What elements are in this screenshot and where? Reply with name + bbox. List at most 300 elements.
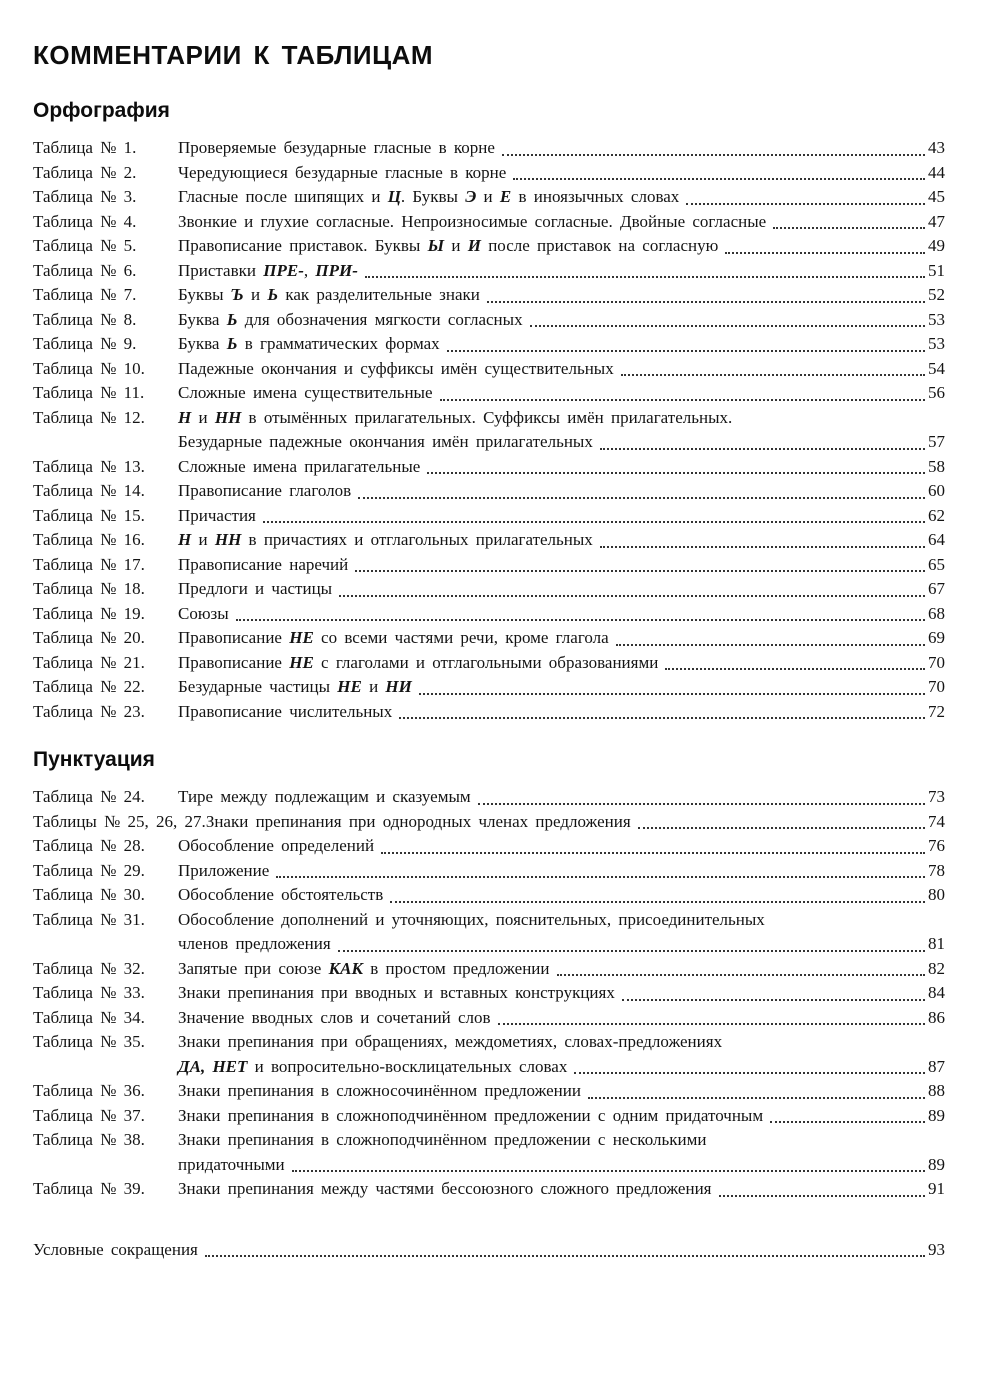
toc-entry-line bbox=[33, 957, 945, 982]
entry-title-segment: Знаки препинания при обращениях, междометиях, словах-предложениях bbox=[178, 1032, 723, 1051]
entry-content bbox=[178, 455, 945, 480]
entry-content bbox=[178, 553, 945, 578]
dot-leader bbox=[276, 876, 925, 878]
entry-title bbox=[178, 234, 718, 259]
entry-title-segment: для обозначения мягкости согласных bbox=[237, 309, 523, 329]
dot-leader bbox=[419, 693, 925, 695]
entry-label: Таблица № 13. bbox=[33, 456, 145, 476]
page-number: 87 bbox=[928, 1056, 945, 1076]
entry-content bbox=[178, 700, 945, 725]
entry-title bbox=[178, 1177, 712, 1202]
entry-content bbox=[178, 1079, 945, 1104]
toc-entry-line bbox=[33, 381, 945, 406]
entry-title-emphasis: НЕ bbox=[289, 652, 314, 672]
entry-title-emphasis: НИ bbox=[385, 677, 412, 696]
dot-leader bbox=[338, 950, 925, 952]
toc-entry-line bbox=[33, 332, 945, 357]
entry-title-emphasis: Ъ bbox=[230, 285, 244, 304]
toc-entry-line bbox=[33, 357, 945, 382]
entry-content bbox=[178, 859, 945, 884]
entry-title bbox=[178, 981, 615, 1006]
page-number: 82 bbox=[928, 958, 945, 978]
entry-title-segment: после приставок на согласную bbox=[480, 236, 719, 255]
entry-title bbox=[178, 1055, 567, 1080]
dot-leader bbox=[447, 350, 925, 352]
entry-title bbox=[178, 455, 420, 480]
entry-title bbox=[178, 1006, 491, 1031]
page-number: 62 bbox=[928, 505, 945, 525]
entry-title-segment: Безударные частицы bbox=[178, 677, 338, 696]
entry-title-segment: Правописание глаголов bbox=[178, 481, 352, 500]
toc-entry-line bbox=[33, 883, 945, 908]
entry-content bbox=[178, 1128, 945, 1153]
page-number: 58 bbox=[928, 456, 945, 476]
entry-title-segment: Правописание числительных bbox=[178, 701, 393, 721]
entry-label: Таблица № 15. bbox=[33, 505, 145, 525]
entry-label: Таблица № 11. bbox=[33, 383, 145, 402]
entry-label: Таблица № 18. bbox=[33, 579, 145, 598]
entry-content bbox=[178, 1104, 945, 1129]
entry-label: Таблица № 22. bbox=[33, 677, 145, 696]
entry-title-emphasis: НЕ bbox=[337, 677, 362, 696]
page-number: 81 bbox=[928, 934, 945, 953]
entry-title-emphasis: ПРЕ- bbox=[263, 260, 304, 280]
page-number: 88 bbox=[928, 1081, 945, 1100]
entry-title bbox=[178, 479, 351, 504]
toc-entry-line bbox=[33, 430, 945, 455]
entry-content bbox=[178, 675, 945, 700]
dot-leader bbox=[381, 852, 925, 854]
entry-title bbox=[178, 626, 609, 651]
section-heading: Орфография bbox=[33, 99, 170, 122]
entry-title-segment: Сложные имена прилагательные bbox=[178, 456, 421, 476]
entry-title-segment: Звонкие и глухие согласные. Непроизносимые согласные. Двойные согласные bbox=[178, 211, 767, 231]
toc-entry-line bbox=[33, 932, 945, 957]
entry-label: Таблица № 16. bbox=[33, 530, 145, 549]
entry-title-segment: Сложные имена существительные bbox=[178, 383, 433, 402]
dot-leader bbox=[686, 203, 925, 205]
entry-label: Таблица № 30. bbox=[33, 885, 145, 904]
entry-label: Таблица № 36. bbox=[33, 1081, 145, 1100]
entry-label: Таблица № 20. bbox=[33, 628, 145, 647]
entry-title-segment: со всеми частями речи, кроме глагола bbox=[313, 628, 609, 647]
entry-label: Таблица № 28. bbox=[33, 836, 145, 855]
dot-leader bbox=[502, 154, 925, 156]
entry-content bbox=[178, 908, 945, 933]
entry-content bbox=[178, 785, 945, 810]
entry-content bbox=[178, 981, 945, 1006]
entry-title-segment: придаточными bbox=[178, 1154, 285, 1174]
entry-title-segment: в причастиях и отглагольных прилагательных bbox=[241, 530, 593, 549]
entry-title-segment: Безударные падежные окончания имён прилагательных bbox=[178, 432, 593, 451]
dot-leader bbox=[205, 1255, 925, 1257]
entry-label: Таблица № 17. bbox=[33, 554, 145, 574]
toc-entry-line bbox=[33, 1177, 945, 1202]
entry-title-emphasis: Ь bbox=[226, 309, 238, 329]
entry-title-segment: Проверяемые безударные гласные в корне bbox=[178, 138, 495, 157]
entry-label: Таблица № 31. bbox=[33, 909, 145, 929]
toc-entry-line bbox=[33, 859, 945, 884]
dot-leader bbox=[557, 974, 926, 976]
entry-content bbox=[206, 810, 945, 835]
page-number: 56 bbox=[928, 383, 945, 402]
entry-title-segment: Правописание наречий bbox=[178, 554, 349, 574]
entry-title-segment: . Буквы bbox=[400, 187, 466, 206]
entry-title-segment: Знаки препинания при вводных и вставных конструкциях bbox=[178, 983, 615, 1002]
page-number: 89 bbox=[928, 1154, 945, 1174]
entry-title-emphasis: Н bbox=[178, 530, 192, 549]
entry-title bbox=[178, 785, 471, 810]
entry-title-segment: Знаки препинания при однородных членах предложения bbox=[205, 811, 631, 831]
entry-content bbox=[178, 1177, 945, 1202]
page-number: 49 bbox=[928, 236, 945, 255]
entry-label: Таблица № 10. bbox=[33, 358, 145, 378]
entry-title bbox=[178, 577, 332, 602]
entry-title-segment: Приложение bbox=[178, 860, 270, 880]
entry-label: Таблица № 29. bbox=[33, 860, 145, 880]
entry-title bbox=[178, 700, 392, 725]
entry-title bbox=[178, 259, 358, 284]
entry-title-segment: Союзы bbox=[178, 603, 229, 623]
page-number: 45 bbox=[928, 187, 945, 206]
entry-title-segment: Правописание приставок. Буквы bbox=[178, 236, 428, 255]
entry-title-emphasis: Ь bbox=[267, 285, 279, 304]
toc-entry-line bbox=[33, 259, 945, 284]
page-number: 84 bbox=[928, 983, 945, 1002]
page-number: 53 bbox=[928, 309, 945, 329]
entry-content bbox=[178, 577, 945, 602]
entry-content bbox=[178, 259, 945, 284]
page-number: 51 bbox=[928, 260, 945, 280]
dot-leader bbox=[236, 619, 925, 621]
dot-leader bbox=[478, 803, 925, 805]
dot-leader bbox=[638, 827, 925, 829]
entry-label: Таблица № 5. bbox=[33, 236, 137, 255]
entry-title bbox=[178, 883, 383, 908]
toc-entry-line bbox=[33, 479, 945, 504]
dot-leader bbox=[530, 325, 925, 327]
entry-title bbox=[178, 283, 480, 308]
entry-title-segment: Знаки препинания в сложноподчинённом предложении с одним придаточным bbox=[178, 1105, 764, 1125]
entry-title-segment: и bbox=[476, 187, 500, 206]
entry-content bbox=[178, 283, 945, 308]
toc-entry-line bbox=[33, 602, 945, 627]
entry-title-segment: и bbox=[191, 407, 215, 427]
entry-title-segment: Значение вводных слов и сочетаний слов bbox=[178, 1007, 491, 1027]
dot-leader bbox=[574, 1072, 925, 1074]
footer-entry-title: Условные сокращения bbox=[33, 1239, 198, 1259]
entry-title-segment: Правописание bbox=[178, 628, 290, 647]
entry-title-segment: Тире между подлежащим и сказуемым bbox=[178, 787, 471, 806]
toc-footer-entry bbox=[33, 1238, 945, 1263]
entry-title-emphasis: Ы bbox=[427, 236, 445, 255]
toc-entry-line bbox=[33, 504, 945, 529]
entry-title-segment: членов предложения bbox=[178, 934, 331, 953]
page-number: 52 bbox=[928, 285, 945, 304]
entry-title bbox=[178, 136, 495, 161]
entry-content bbox=[178, 528, 945, 553]
entry-label: Таблицы № 25, 26, 27. bbox=[33, 811, 206, 831]
entry-title-segment: в простом предложении bbox=[363, 958, 550, 978]
page-number: 80 bbox=[928, 885, 945, 904]
entry-title bbox=[178, 381, 433, 406]
entry-title-segment: Гласные после шипящих и bbox=[178, 187, 388, 206]
page-number: 69 bbox=[928, 628, 945, 647]
entry-title-emphasis: Н bbox=[178, 407, 192, 427]
entry-content bbox=[178, 883, 945, 908]
entry-title-segment: , bbox=[303, 260, 316, 280]
entry-content bbox=[178, 1055, 945, 1080]
footer-page-number: 93 bbox=[928, 1239, 945, 1259]
toc-entry-line bbox=[33, 283, 945, 308]
entry-label: Таблица № 1. bbox=[33, 138, 137, 157]
dot-leader bbox=[622, 999, 925, 1001]
dot-leader bbox=[390, 901, 925, 903]
entry-title-emphasis: И bbox=[467, 236, 481, 255]
toc-entry-line bbox=[33, 651, 945, 676]
entry-title-segment: Обособление дополнений и уточняющих, пояснительных, присоединительных bbox=[178, 909, 765, 929]
entry-title bbox=[178, 651, 658, 676]
entry-title bbox=[178, 932, 331, 957]
page-number: 73 bbox=[928, 787, 945, 806]
entry-title-segment: Обособление определений bbox=[178, 836, 375, 855]
toc-entry-list bbox=[33, 136, 945, 724]
entry-title-segment: Знаки препинания в сложноподчинённом предложении с несколькими bbox=[178, 1130, 707, 1149]
toc-entry-line bbox=[33, 675, 945, 700]
entry-title bbox=[178, 308, 523, 333]
page-number: 57 bbox=[928, 432, 945, 451]
entry-content bbox=[178, 161, 945, 186]
entry-title-emphasis: Э bbox=[465, 187, 477, 206]
toc-entry-line bbox=[33, 908, 945, 933]
toc-entry-line bbox=[33, 210, 945, 235]
toc-entry-line bbox=[33, 1030, 945, 1055]
entry-title-emphasis: НН bbox=[214, 530, 242, 549]
entry-title-segment: Падежные окончания и суффиксы имён существительных bbox=[178, 358, 614, 378]
entry-title bbox=[178, 1153, 285, 1178]
page-number: 91 bbox=[928, 1179, 945, 1198]
toc-entry-list bbox=[33, 785, 945, 1202]
entry-label: Таблица № 3. bbox=[33, 187, 137, 206]
dot-leader bbox=[440, 399, 925, 401]
dot-leader bbox=[600, 546, 925, 548]
page-number: 47 bbox=[928, 211, 945, 231]
entry-content bbox=[178, 210, 945, 235]
entry-title-segment: и bbox=[361, 677, 386, 696]
entry-title-segment: Приставки bbox=[178, 260, 264, 280]
entry-title-segment: с глаголами и отглагольными образованиями bbox=[313, 652, 659, 672]
page-number: 74 bbox=[928, 811, 945, 831]
toc-entry-line bbox=[33, 234, 945, 259]
entry-label: Таблица № 6. bbox=[33, 260, 137, 280]
entry-title bbox=[178, 332, 440, 357]
entry-content bbox=[178, 626, 945, 651]
entry-content bbox=[178, 1153, 945, 1178]
entry-title bbox=[178, 859, 269, 884]
entry-title-emphasis: НН bbox=[214, 407, 242, 427]
entry-content bbox=[178, 651, 945, 676]
dot-leader bbox=[498, 1023, 925, 1025]
entry-title bbox=[178, 1079, 581, 1104]
entry-title-segment: Правописание bbox=[178, 652, 290, 672]
entry-title bbox=[178, 834, 374, 859]
entry-content bbox=[178, 504, 945, 529]
entry-content bbox=[178, 957, 945, 982]
entry-title bbox=[178, 528, 593, 553]
entry-label: Таблица № 12. bbox=[33, 407, 145, 427]
page-number: 53 bbox=[928, 334, 945, 353]
entry-title bbox=[178, 185, 679, 210]
entry-title bbox=[178, 210, 766, 235]
section-heading: Пунктуация bbox=[33, 748, 155, 771]
entry-title bbox=[178, 675, 412, 700]
entry-title bbox=[178, 430, 593, 455]
entry-title-emphasis: НЕ bbox=[289, 628, 314, 647]
entry-label: Таблица № 34. bbox=[33, 1007, 145, 1027]
entry-title-segment: и вопросительно-восклицательных словах bbox=[247, 1056, 568, 1076]
page-number: 76 bbox=[928, 836, 945, 855]
toc-entry-line bbox=[33, 136, 945, 161]
dot-leader bbox=[725, 252, 925, 254]
entry-title-segment: и bbox=[243, 285, 268, 304]
toc-entry-line bbox=[33, 1006, 945, 1031]
toc-entry-line bbox=[33, 577, 945, 602]
entry-label: Таблица № 37. bbox=[33, 1105, 145, 1125]
dot-leader bbox=[358, 497, 925, 499]
dot-leader bbox=[719, 1195, 926, 1197]
dot-leader bbox=[773, 227, 925, 229]
entry-title-segment: Чередующиеся безударные гласные в корне bbox=[178, 162, 507, 182]
toc-entry-line bbox=[33, 553, 945, 578]
entry-title-segment: Предлоги и частицы bbox=[178, 579, 333, 598]
entry-label: Таблица № 4. bbox=[33, 211, 137, 231]
entry-content bbox=[178, 308, 945, 333]
page-number: 72 bbox=[928, 701, 945, 721]
toc-entry-line bbox=[33, 161, 945, 186]
toc-entry-line bbox=[33, 406, 945, 431]
entry-content bbox=[178, 381, 945, 406]
entry-title bbox=[178, 908, 765, 933]
toc-entry-line bbox=[33, 626, 945, 651]
dot-leader bbox=[588, 1097, 925, 1099]
entry-content bbox=[178, 602, 945, 627]
page-number: 70 bbox=[928, 652, 945, 672]
entry-label: Таблица № 2. bbox=[33, 162, 137, 182]
page-number: 67 bbox=[928, 579, 945, 598]
page-number: 43 bbox=[928, 138, 945, 157]
entry-content bbox=[178, 357, 945, 382]
entry-label: Таблица № 8. bbox=[33, 309, 137, 329]
toc-entry-line bbox=[33, 810, 945, 835]
entry-title-segment: Знаки препинания в сложносочинённом предложении bbox=[178, 1081, 581, 1100]
dot-leader bbox=[427, 472, 925, 474]
page-number: 65 bbox=[928, 554, 945, 574]
dot-leader bbox=[665, 668, 925, 670]
page-number: 68 bbox=[928, 603, 945, 623]
entry-label: Таблица № 35. bbox=[33, 1032, 145, 1051]
entry-content bbox=[178, 932, 945, 957]
entry-title bbox=[206, 810, 631, 835]
entry-title-emphasis: Ь bbox=[226, 334, 238, 353]
dot-leader bbox=[513, 178, 925, 180]
entry-content bbox=[178, 136, 945, 161]
dot-leader bbox=[487, 301, 925, 303]
entry-label: Таблица № 38. bbox=[33, 1130, 145, 1149]
page-title: КОММЕНТАРИИ К ТАБЛИЦАМ bbox=[33, 40, 433, 70]
page-number: 70 bbox=[928, 677, 945, 696]
page-number: 89 bbox=[928, 1105, 945, 1125]
entry-label: Таблица № 21. bbox=[33, 652, 145, 672]
entry-title bbox=[178, 553, 348, 578]
entry-label: Таблица № 23. bbox=[33, 701, 145, 721]
entry-content bbox=[178, 185, 945, 210]
page-number: 78 bbox=[928, 860, 945, 880]
toc-sections bbox=[33, 99, 945, 1202]
dot-leader bbox=[770, 1121, 925, 1123]
entry-label: Таблица № 19. bbox=[33, 603, 145, 623]
toc-entry-line bbox=[33, 981, 945, 1006]
entry-content bbox=[178, 834, 945, 859]
entry-title-emphasis: ДА, НЕТ bbox=[178, 1056, 248, 1076]
entry-title bbox=[178, 1104, 763, 1129]
entry-content bbox=[178, 1006, 945, 1031]
entry-content bbox=[178, 234, 945, 259]
entry-title-segment: Обособление обстоятельств bbox=[178, 885, 384, 904]
toc-entry-line bbox=[33, 1104, 945, 1129]
entry-title-segment: Буквы bbox=[178, 285, 231, 304]
page-number: 54 bbox=[928, 358, 945, 378]
entry-content bbox=[178, 430, 945, 455]
toc-entry-line bbox=[33, 185, 945, 210]
page-number: 64 bbox=[928, 530, 945, 549]
entry-title-segment: Причастия bbox=[178, 505, 256, 525]
entry-title bbox=[178, 504, 256, 529]
entry-label: Таблица № 39. bbox=[33, 1179, 145, 1198]
entry-content bbox=[178, 332, 945, 357]
toc-entry-line bbox=[33, 700, 945, 725]
toc-entry-line bbox=[33, 1153, 945, 1178]
entry-title-emphasis: ПРИ- bbox=[315, 260, 358, 280]
toc-entry-line bbox=[33, 1079, 945, 1104]
entry-title-segment: как разделительные знаки bbox=[278, 285, 480, 304]
dot-leader bbox=[616, 644, 925, 646]
dot-leader bbox=[355, 570, 925, 572]
toc-entry-line bbox=[33, 455, 945, 480]
toc-entry-line bbox=[33, 785, 945, 810]
entry-content bbox=[178, 479, 945, 504]
entry-title-segment: в отымённых прилагательных. Суффиксы имён прилагательных. bbox=[241, 407, 733, 427]
entry-title-emphasis: Ц bbox=[387, 187, 401, 206]
page-number: 60 bbox=[928, 481, 945, 500]
entry-label: Таблица № 7. bbox=[33, 285, 137, 304]
entry-title-segment: в грамматических формах bbox=[237, 334, 440, 353]
entry-label: Таблица № 14. bbox=[33, 481, 145, 500]
entry-label: Таблица № 24. bbox=[33, 787, 145, 806]
dot-leader bbox=[399, 717, 925, 719]
dot-leader bbox=[621, 374, 925, 376]
entry-title bbox=[178, 161, 506, 186]
entry-title-emphasis: КАК bbox=[328, 958, 364, 978]
entry-title-segment: и bbox=[444, 236, 468, 255]
entry-title-segment: Буква bbox=[178, 334, 227, 353]
dot-leader bbox=[600, 448, 925, 450]
entry-title bbox=[178, 406, 732, 431]
entry-content bbox=[178, 406, 945, 431]
toc-entry-line bbox=[33, 1055, 945, 1080]
dot-leader bbox=[339, 595, 925, 597]
entry-label: Таблица № 32. bbox=[33, 958, 145, 978]
entry-title-emphasis: Е bbox=[499, 187, 512, 206]
